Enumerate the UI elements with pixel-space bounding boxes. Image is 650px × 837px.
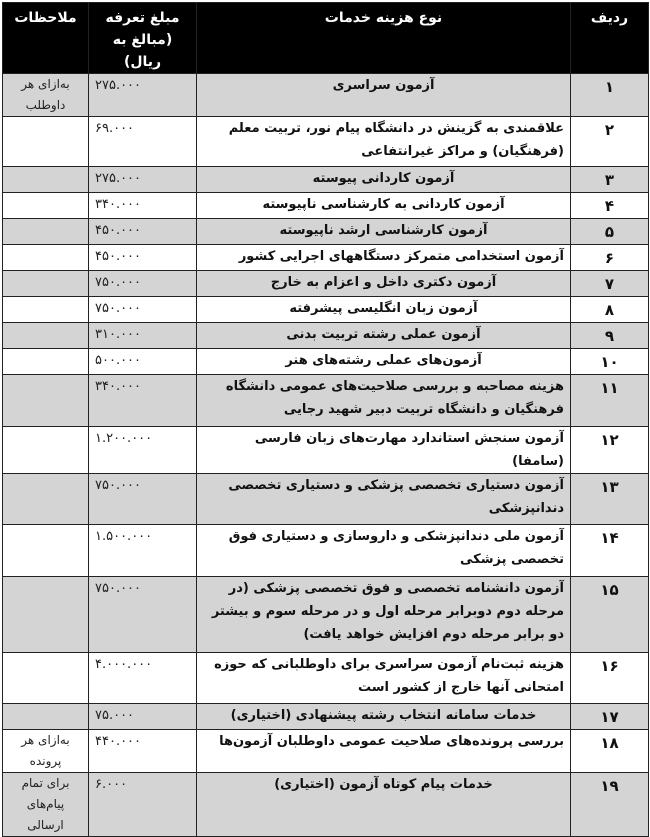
row-service: آزمون سراسری [197, 74, 571, 117]
table-row [3, 653, 649, 704]
table-row [3, 349, 649, 375]
row-note [3, 653, 89, 704]
table-row [3, 323, 649, 349]
row-number: ۴ [571, 193, 649, 219]
row-number: ۱۴ [571, 525, 649, 577]
row-price: ۷۵۰.۰۰۰ [89, 297, 197, 323]
row-number: ۲ [571, 117, 649, 167]
row-service: آزمون استخدامی متمرکز دستگاههای اجرایی کشور [197, 245, 571, 271]
table-row [3, 704, 649, 730]
row-note [3, 219, 89, 245]
table-body [3, 74, 649, 837]
row-price: ۶.۰۰۰ [89, 773, 197, 837]
header-row-number: ردیف [571, 3, 649, 74]
row-service: آزمون‌های عملی رشته‌های هنر [197, 349, 571, 375]
row-price: ۳۴۰.۰۰۰ [89, 193, 197, 219]
row-note [3, 704, 89, 730]
row-service: هزینه مصاحبه و بررسی صلاحیت‌های عمومی دانشگاه فرهنگیان و دانشگاه تربیت دبیر شهید رجایی [197, 375, 571, 427]
table-row [3, 245, 649, 271]
row-number: ۱۶ [571, 653, 649, 704]
row-price: ۲۷۵.۰۰۰ [89, 74, 197, 117]
header-service-type: نوع هزینه خدمات [197, 3, 571, 74]
table-row [3, 193, 649, 219]
row-note: برای تمام پیام‌های ارسالی [3, 773, 89, 837]
table-row [3, 117, 649, 167]
row-price: ۴.۰۰۰.۰۰۰ [89, 653, 197, 704]
header-notes: ملاحظات [3, 3, 89, 74]
row-price: ۶۹.۰۰۰ [89, 117, 197, 167]
row-service: آزمون زبان انگلیسی پیشرفته [197, 297, 571, 323]
row-service: آزمون دستیاری تخصصی پزشکی و دستیاری تخصصی دندانپزشکی [197, 474, 571, 525]
row-service: آزمون کارشناسی ارشد ناپیوسته [197, 219, 571, 245]
row-number: ۵ [571, 219, 649, 245]
row-note [3, 271, 89, 297]
row-number: ۱۰ [571, 349, 649, 375]
row-service: خدمات پیام کوتاه آزمون (اختیاری) [197, 773, 571, 837]
table-row [3, 375, 649, 427]
header-fee [89, 3, 197, 74]
row-service: آزمون دکتری داخل و اعزام به خارج [197, 271, 571, 297]
row-note: به‌ازای هر پرونده [3, 730, 89, 773]
row-price: ۵۰۰.۰۰۰ [89, 349, 197, 375]
row-service: بررسی پرونده‌های صلاحیت عمومی داوطلبان آزمون‌ها [197, 730, 571, 773]
row-number: ۹ [571, 323, 649, 349]
row-number: ۱۵ [571, 577, 649, 653]
row-service: آزمون دانشنامه تخصصی و فوق تخصصی پزشکی (در مرحله دوم دوبرابر مرحله اول و در مرحله سوم و بیشتر دو برابر مرحله دوم افزایش خواهد یافت) [197, 577, 571, 653]
row-price: ۱.۲۰۰.۰۰۰ [89, 427, 197, 474]
row-number: ۱۸ [571, 730, 649, 773]
header-fee-title: مبلغ تعرفه [105, 10, 180, 26]
row-note [3, 349, 89, 375]
table-row [3, 525, 649, 577]
row-number: ۶ [571, 245, 649, 271]
row-service: آزمون کاردانی به کارشناسی ناپیوسته [197, 193, 571, 219]
row-note [3, 245, 89, 271]
row-number: ۸ [571, 297, 649, 323]
table-row [3, 167, 649, 193]
row-note [3, 525, 89, 577]
row-note [3, 117, 89, 167]
row-price: ۳۴۰.۰۰۰ [89, 375, 197, 427]
fees-table [2, 2, 649, 837]
row-note [3, 297, 89, 323]
row-number: ۱۳ [571, 474, 649, 525]
row-service: آزمون سنجش استاندارد مهارت‌های زبان فارسی (سامفا) [197, 427, 571, 474]
row-service: خدمات سامانه انتخاب رشته پیشنهادی (اختیاری) [197, 704, 571, 730]
row-number: ۱۱ [571, 375, 649, 427]
row-note [3, 193, 89, 219]
header-fee-unit: (مبالغ به ریال) [112, 32, 173, 70]
table-row [3, 297, 649, 323]
row-service: علاقمندی به گزینش در دانشگاه پیام نور، تربیت معلم (فرهنگیان) و مراکز غیرانتفاعی [197, 117, 571, 167]
row-service: هزینه ثبت‌نام آزمون سراسری برای داوطلبانی که حوزه امتحانی آنها خارج از کشور است [197, 653, 571, 704]
row-price: ۷۵.۰۰۰ [89, 704, 197, 730]
row-price: ۱.۵۰۰.۰۰۰ [89, 525, 197, 577]
table-row [3, 773, 649, 837]
table-row [3, 474, 649, 525]
row-number: ۱ [571, 74, 649, 117]
row-note [3, 474, 89, 525]
row-service: آزمون عملی رشته تربیت بدنی [197, 323, 571, 349]
row-number: ۱۹ [571, 773, 649, 837]
row-note [3, 323, 89, 349]
table-row [3, 74, 649, 117]
table-header [3, 3, 649, 74]
row-note [3, 577, 89, 653]
row-price: ۳۱۰.۰۰۰ [89, 323, 197, 349]
row-note [3, 427, 89, 474]
table-row [3, 271, 649, 297]
row-price: ۴۴۰.۰۰۰ [89, 730, 197, 773]
table-row [3, 577, 649, 653]
row-service: آزمون ملی دندانپزشکی و داروسازی و دستیاری فوق تخصصی پزشکی [197, 525, 571, 577]
row-note [3, 167, 89, 193]
row-price: ۴۵۰.۰۰۰ [89, 245, 197, 271]
table-row [3, 427, 649, 474]
table-row [3, 730, 649, 773]
row-note: به‌ازای هر داوطلب [3, 74, 89, 117]
row-service: آزمون کاردانی پیوسته [197, 167, 571, 193]
row-number: ۳ [571, 167, 649, 193]
row-number: ۱۷ [571, 704, 649, 730]
row-price: ۲۷۵.۰۰۰ [89, 167, 197, 193]
row-number: ۷ [571, 271, 649, 297]
row-price: ۷۵۰.۰۰۰ [89, 577, 197, 653]
row-number: ۱۲ [571, 427, 649, 474]
row-price: ۷۵۰.۰۰۰ [89, 474, 197, 525]
table-row [3, 219, 649, 245]
row-price: ۴۵۰.۰۰۰ [89, 219, 197, 245]
row-price: ۷۵۰.۰۰۰ [89, 271, 197, 297]
row-note [3, 375, 89, 427]
